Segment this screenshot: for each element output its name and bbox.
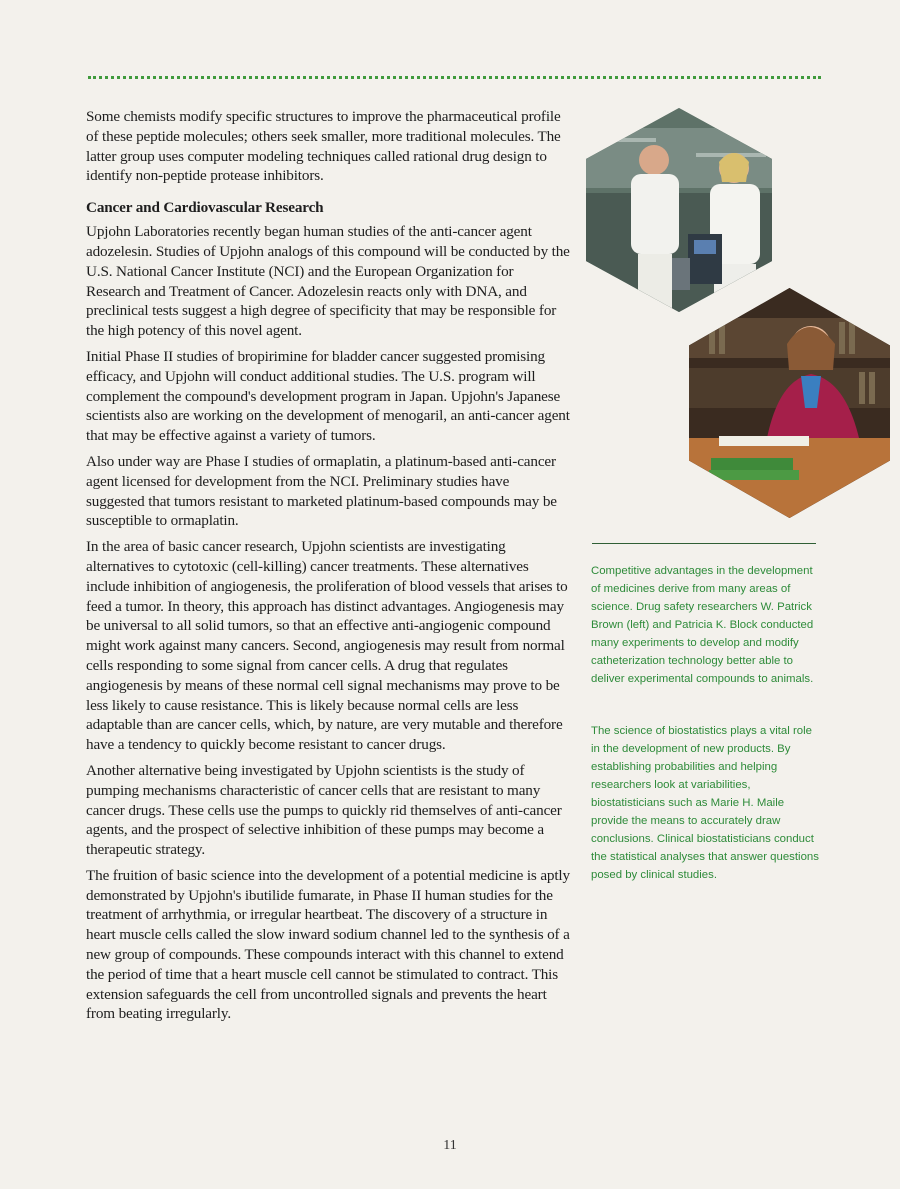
photo-group <box>585 108 895 520</box>
photo-caption-top <box>591 562 823 688</box>
paragraph: Initial Phase II studies of bropirimine for bladder cancer suggested promising efficacy, and Upjohn will conduct additional studies. The U.S. program will complement the compound's development program in Japan. Upjohn's Japanese scientists also are working on the development of menogaril, an anti-cancer agent that may be effective against a variety of tumors. <box>86 347 570 445</box>
lab-researchers-photo <box>586 108 772 312</box>
paragraph: Another alternative being investigated by Upjohn scientists is the study of pumping mechanisms characteristic of cancer cells that are resistant to many cancer drugs. These cells use the pumps to quickly rid themselves of anti-cancer agents, and the prospect of selective inhibition of these pumps may become a therapeutic strategy. <box>86 761 562 859</box>
paragraph: Some chemists modify specific structures to improve the pharmaceutical profile of these peptide molecules; others seek smaller, more traditional molecules. The latter group uses computer modeling techniques called rational drug design to identify non-peptide protease inhibitors. <box>86 108 561 185</box>
paragraph: Upjohn Laboratories recently began human studies of the anti-cancer agent adozelesin. Studies of Upjohn analogs of this compound will be conducted by the U.S. National Cancer Institute (NCI) and the European Organization for Research and Treatment of Cancer. Adozelesin reacts only with DNA, and preclinical tests suggest a high degree of specificity that may be responsible for the high potency of this novel agent. <box>86 223 570 340</box>
caption-divider <box>592 543 816 544</box>
paragraph: The fruition of basic science into the development of a potential medicine is aptly demonstrated by Upjohn's ibutilide fumarate, in Phase II human studies for the treatment of arrhythmia, or irregular heartbeat. The discovery of a structure in heart muscle cells called the slow inward sodium channel led to the synthesis of a new group of compounds. These compounds interact with this channel to extend the period of time that a heart muscle cell cannot be stimulated to contract. This extension safeguards the cell from uncontrolled signals and prevents the heart from beating irregularly. <box>86 866 570 1023</box>
page-number: 11 <box>443 1138 457 1153</box>
dotted-top-rule <box>88 76 821 79</box>
paragraph: In the area of basic cancer research, Upjohn scientists are investigating alternatives to cytotoxic (cell-killing) cancer treatments. These alternatives include inhibition of angiogenesis, the proliferation of blood vessels that arises to feed a tumor. In theory, this approach has distinct advantages. Angiogenesis may be universal to all solid tumors, so that an effective anti-angiogenic compound might work against many cancers. Second, angiogenesis may result from normal cells responding to some signal from cancer cells. A drug that regulates angiogenesis by means of these normal cell signal mechanisms may prove to be less likely to cause resistance. This is likely because normal cells are less adaptable than are cancer cells, which, by nature, are very mutable and therefore have a tendency to quickly become resistant to cancer drugs. <box>86 538 568 754</box>
main-text-column <box>86 107 570 1030</box>
caption-text: The science of biostatistics plays a vital role in the development of new products. By establishing probabilities and helping researchers look at variabilities, biostatisticians such as Marie H. Maile provide the means to accurately draw conclusions. Clinical biostatisticians conduct the statistical analyses that answer questions posed by clinical studies. <box>591 725 819 881</box>
section-heading: Cancer and Cardiovascular Research <box>86 199 324 217</box>
biostatistician-photo <box>689 288 890 518</box>
caption-text: Competitive advantages in the development of medicines derive from many areas of science. Drug safety researchers W. Patrick Brown (left) and Patricia K. Block conducted many experiments to develop and modify catheterization technology better able to deliver experimental compounds to animals. <box>591 565 814 685</box>
photo-caption-bottom <box>591 722 823 884</box>
paragraph: Also under way are Phase I studies of ormaplatin, a platinum-based anti-cancer agent licensed for development from the NCI. Preliminary studies have suggested that tumors resistant to marketed platinum-based compounds may be susceptible to ormaplatin. <box>86 452 557 530</box>
